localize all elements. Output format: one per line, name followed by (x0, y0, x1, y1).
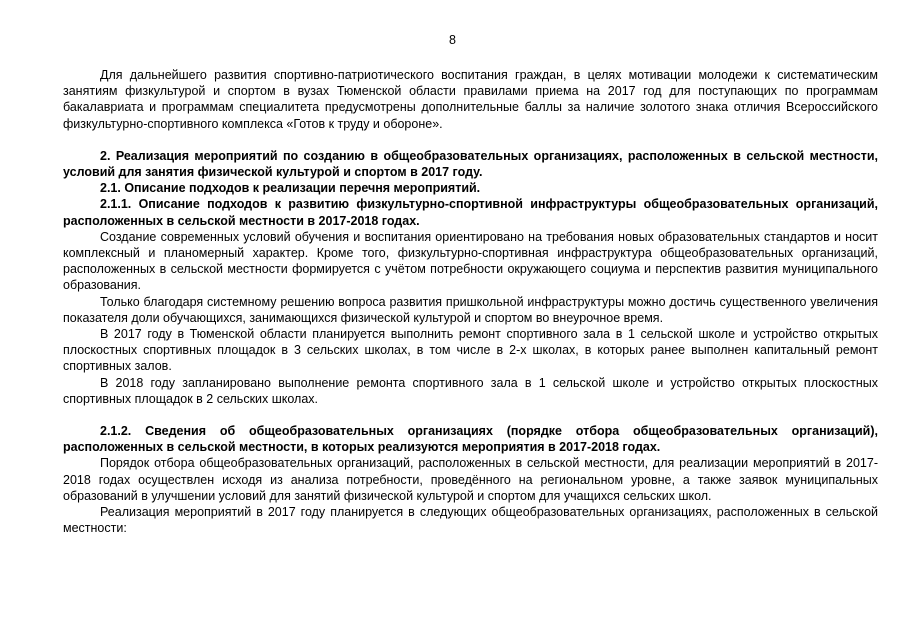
paragraph-motivation: Для дальнейшего развития спортивно-патриотического воспитания граждан, в целях мотивации молодежи к систематическим занятиям физкультурой и спортом в вузах Тюменской области правилами приема на 2017 год для поступающих по программам бакалавриата и программам специалитета предусмотрены дополнительные баллы за наличие золотого знака отличия Всероссийского физкультурно-спортивного комплекса «Готов к труду и обороне». (63, 68, 878, 131)
section-heading-2: 2. Реализация мероприятий по созданию в общеобразовательных организациях, расположенных в сельской местности, условий для занятия физической культурой и спортом в 2017 году. (63, 148, 878, 180)
section-heading-2-1: 2.1. Описание подходов к реализации перечня мероприятий. (100, 181, 481, 196)
paragraph-plan-2017: В 2017 году в Тюменской области планируется выполнить ремонт спортивного зала в 1 сельской школе и устройство открытых плоскостных спортивных площадок в 3 сельских школах, в том числе в 2-х школах, в которых ранее выполнен капитальный ремонт спортивных залов. (63, 327, 878, 374)
paragraph-implementation-2017: Реализация мероприятий в 2017 году планируется в следующих общеобразовательных организациях, расположенных в сельской местности: (63, 505, 878, 536)
paragraph-modern-conditions: Создание современных условий обучения и воспитания ориентировано на требования новых образовательных стандартов и носит комплексный и планомерный характер. Кроме того, физкультурно-спортивная инфраструктура общеобразовательных организаций, расположенных в сельской местности формируется с учётом потребности окружающего социума и перспектив развития муниципального образования. (63, 229, 878, 293)
paragraph-selection-procedure: Порядок отбора общеобразовательных организаций, расположенных в сельской местности, для реализации мероприятий в 2017-2018 годах осуществлен исходя из анализа потребности, проведённого на региональном уровне, а также заявок муниципальных образований в улучшении условий для занятий физической культурой и спортом для учащихся сельских школ. (63, 456, 878, 503)
document-body (63, 67, 878, 536)
section-heading-2-1-2: 2.1.2. Сведения об общеобразовательных организациях (порядке отбора общеобразовательных организаций), расположенных в сельской местности, в которых реализуются мероприятия в 2017-2018 годах. (63, 424, 878, 455)
page-number: 8 (449, 33, 456, 47)
section-heading-2-1-1: 2.1.1. Описание подходов к развитию физкультурно-спортивной инфраструктуры общеобразовательных организаций, расположенных в сельской местности в 2017-2018 годах. (63, 197, 878, 228)
paragraph-infrastructure: Только благодаря системному решению вопроса развития пришкольной инфраструктуры можно достичь существенного увеличения показателя доли обучающихся, занимающихся физической культурой и спортом во внеурочное время. (63, 294, 878, 325)
paragraph-plan-2018: В 2018 году запланировано выполнение ремонта спортивного зала в 1 сельской школе и устройство открытых плоскостных спортивных площадок в 2 сельских школах. (63, 375, 878, 406)
